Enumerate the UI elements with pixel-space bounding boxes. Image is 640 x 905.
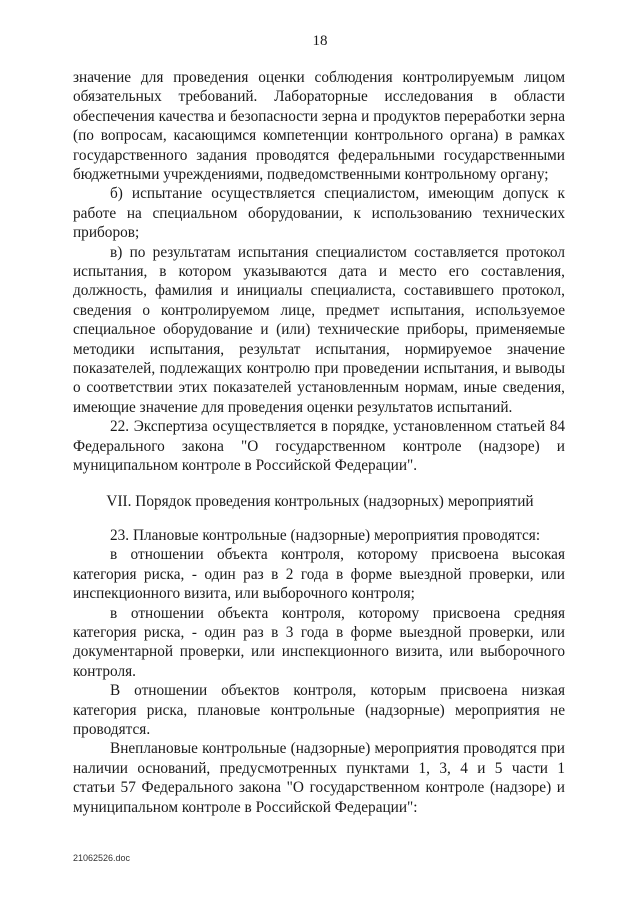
text-line: наличии оснований, предусмотренных пунктами 1, 3, 4 и 5 части 1 [73,759,565,777]
text-line: (по вопросам, касающимся компетенции контрольного органа) в рамках [73,127,565,145]
text-line: категория риска, плановые контрольные (надзорные) мероприятия не [73,701,565,719]
text-line: б) испытание осуществляется специалистом, имеющим допуск к [110,185,565,203]
text-line: контроля. [73,662,136,680]
text-line: сведения о контролируемом лице, предмет испытания, используемое [73,301,565,319]
text-line: категория риска, - один раз в 3 года в форме выездной проверки, или [73,624,565,641]
text-line: приборов; [73,224,140,242]
text-line: инспекционного визита, или выборочного контроля; [73,585,415,603]
text-line: имеющие значение для проведения оценки результатов испытаний. [73,398,513,416]
text-line: в) по результатам испытания специалистом составляется протокол [110,243,565,261]
text-line: бюджетными учреждениями, подведомственными контрольному органу; [73,166,549,183]
text-line: методики испытания, результат испытания, нормируемое значение [73,340,565,358]
text-line: обеспечения качества и безопасности зерна и продуктов переработки зерна [73,107,565,125]
text-line: в отношении объекта контроля, которому присвоена средняя [110,604,565,622]
text-line: о соответствии этих показателей установленным нормам, иные сведения, [73,379,565,397]
text-line: значение для проведения оценки соблюдения контролируемым лицом [73,69,565,86]
text-line: Федерального закона "О государственном контроле (надзоре) и [73,437,565,455]
text-line: муниципальном контроле в Российской Федерации". [73,457,418,474]
text-line: обязательных требований. Лабораторные исследования в области [73,88,565,106]
text-line: показателей, подлежащих контролю при проведении испытания, и выводы [73,360,565,377]
text-line: категория риска, - один раз в 2 года в форме выездной проверки, или [73,565,565,583]
text-line: 22. Экспертиза осуществляется в порядке, установленном статьей 84 [110,418,565,436]
text-line: статьи 57 Федерального закона "О государственном контроле (надзоре) и [73,779,565,797]
page-number: 18 [312,33,328,49]
text-line: должность, фамилия и инициалы специалиста, составившего протокол, [73,282,565,300]
section-heading: VII. Порядок проведения контрольных (надзорных) мероприятий [106,493,534,510]
text-line: Внеплановые контрольные (надзорные) мероприятия проводятся при [110,740,565,758]
text-line: В отношении объектов контроля, которым присвоена низкая [110,682,565,700]
text-line: испытания, в котором указываются дата и место его составления, [73,263,565,280]
text-line: работе на специальном оборудовании, к использованию технических [73,204,565,222]
text-line: специальное оборудование и (или) технические приборы, применяемые [73,321,565,339]
text-line: в отношении объекта контроля, которому присвоена высокая [110,546,565,564]
text-line: муниципальном контроле в Российской Федерации": [73,798,418,816]
text-line: проводятся. [73,721,151,738]
footer-filename: 21062526.doc [73,853,131,863]
text-line: документарной проверки, или инспекционного визита, или выборочного [73,643,565,661]
text-line: государственного задания проводятся федеральными государственными [73,146,565,164]
text-line: 23. Плановые контрольные (надзорные) мероприятия проводятся: [110,527,541,544]
